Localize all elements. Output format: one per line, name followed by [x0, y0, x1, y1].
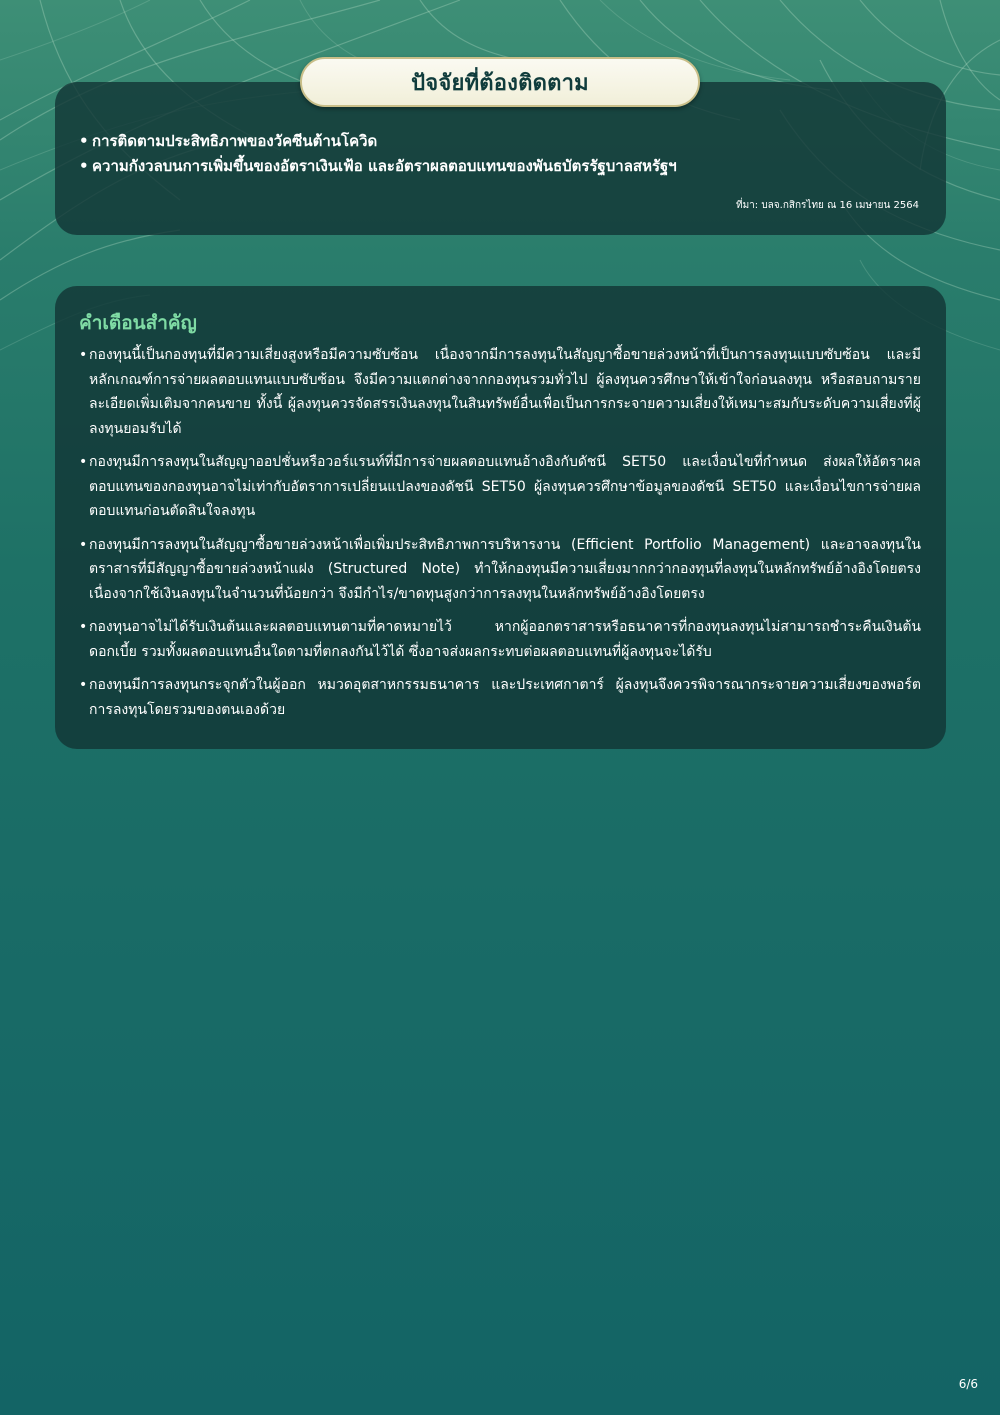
warning-text: กองทุนมีการลงทุนในสัญญาออปชั่นหรือวอร์แรนท์ที่มีการจ่ายผลตอบแทนอ้างอิงกับดัชนี SET50 และเงื่อนไขที่กำหนด ส่งผลให้อัตราผลตอบแทนของกองทุนอาจไม่เท่ากับอัตราการเปลี่ยนแปลงของดัชนี SET50 ผู้ลงทุนควรศึกษาข้อมูลของดัชนี SET50 และเงื่อนไขการจ่ายผลตอบแทนก่อนตัดสินใจลงทุน	[89, 454, 921, 519]
source-note: ที่มา: บลจ.กสิกรไทย ณ 16 เมษายน 2564	[735, 200, 919, 211]
factor-item	[79, 154, 677, 179]
bullet-icon: •	[79, 132, 89, 150]
warning-text: กองทุนมีการลงทุนในสัญญาซื้อขายล่วงหน้าเพื่อเพิ่มประสิทธิภาพการบริหารงาน (Efficient Portfolio Management) และอาจลงทุนในตราสารที่มีสัญญาซื้อขายล่วงหน้าแฝง (Structured Note) ทำให้กองทุนมีความเสี่ยงมากกว่ากองทุนที่ลงทุนในหลักทรัพย์อ้างอิงโดยตรง เนื่องจากใช้เงินลงทุนในจำนวนที่น้อยกว่า จึงมีกำไร/ขาดทุนสูงกว่าการลงทุนในหลักทรัพย์อ้างอิงโดยตรง	[89, 536, 921, 602]
factor-text: การติดตามประสิทธิภาพของวัคซีนต้านโควิด	[92, 132, 378, 150]
factors-list	[79, 129, 677, 179]
bullet-icon: •	[79, 536, 88, 553]
bullet-icon: •	[79, 157, 89, 175]
warning-text: กองทุนนี้เป็นกองทุนที่มีความเสี่ยงสูงหรือมีความซับซ้อน เนื่องจากมีการลงทุนในสัญญาซื้อขายล่วงหน้าที่เป็นการลงทุนแบบซับซ้อน และมีหลักเกณฑ์การจ่ายผลตอบแทนแบบซับซ้อน จึงมีความแตกต่างจากกองทุนรวมทั่วไป ผู้ลงทุนควรศึกษาให้เข้าใจก่อนลงทุน หรือสอบถามรายละเอียดเพิ่มเติมจากคนขาย ทั้งนี้ ผู้ลงทุนควรจัดสรรเงินลงทุนในสินทรัพย์อื่นเพื่อเป็นการกระจายความเสี่ยงให้เหมาะสมกับระดับความเสี่ยงที่ผู้ลงทุนยอมรับได้	[89, 347, 921, 437]
section-title-pill	[300, 57, 700, 107]
warning-text: กองทุนอาจไม่ได้รับเงินต้นและผลตอบแทนตามที่คาดหมายไว้ หากผู้ออกตราสารหรือธนาคารที่กองทุนลงทุนไม่สามารถชำระคืนเงินต้นดอกเบี้ย รวมทั้งผลตอบแทนอื่นใดตามที่ตกลงกันไว้ได้ ซึ่งอาจส่งผลกระทบต่อผลตอบแทนที่ผู้ลงทุนจะได้รับ	[89, 619, 921, 660]
warning-item	[79, 673, 921, 722]
bullet-icon: •	[79, 619, 88, 635]
bullet-icon: •	[79, 347, 88, 363]
warnings-list	[79, 343, 921, 731]
page-number: 6/6	[958, 1377, 978, 1391]
factor-text: ความกังวลบนการเพิ่มขึ้นของอัตราเงินเฟ้อ และอัตราผลตอบแทนของพันธบัตรรัฐบาลสหรัฐฯ	[92, 157, 677, 175]
warning-text: กองทุนมีการลงทุนกระจุกตัวในผู้ออก หมวดอุตสาหกรรมธนาคาร และประเทศกาตาร์ ผู้ลงทุนจึงควรพิจารณากระจายความเสี่ยงของพอร์ตการลงทุนโดยรวมของตนเองด้วย	[89, 677, 921, 718]
factor-item	[79, 129, 677, 154]
warning-item	[79, 450, 921, 524]
warnings-title: คำเตือนสำคัญ	[79, 312, 197, 334]
bullet-icon: •	[79, 454, 88, 470]
warning-item	[79, 615, 921, 664]
warnings-panel	[55, 286, 946, 749]
page-title: ปัจจัยที่ต้องติดตาม	[411, 70, 589, 96]
warning-item	[79, 343, 921, 441]
warning-item	[79, 533, 921, 607]
bullet-icon: •	[79, 677, 88, 693]
